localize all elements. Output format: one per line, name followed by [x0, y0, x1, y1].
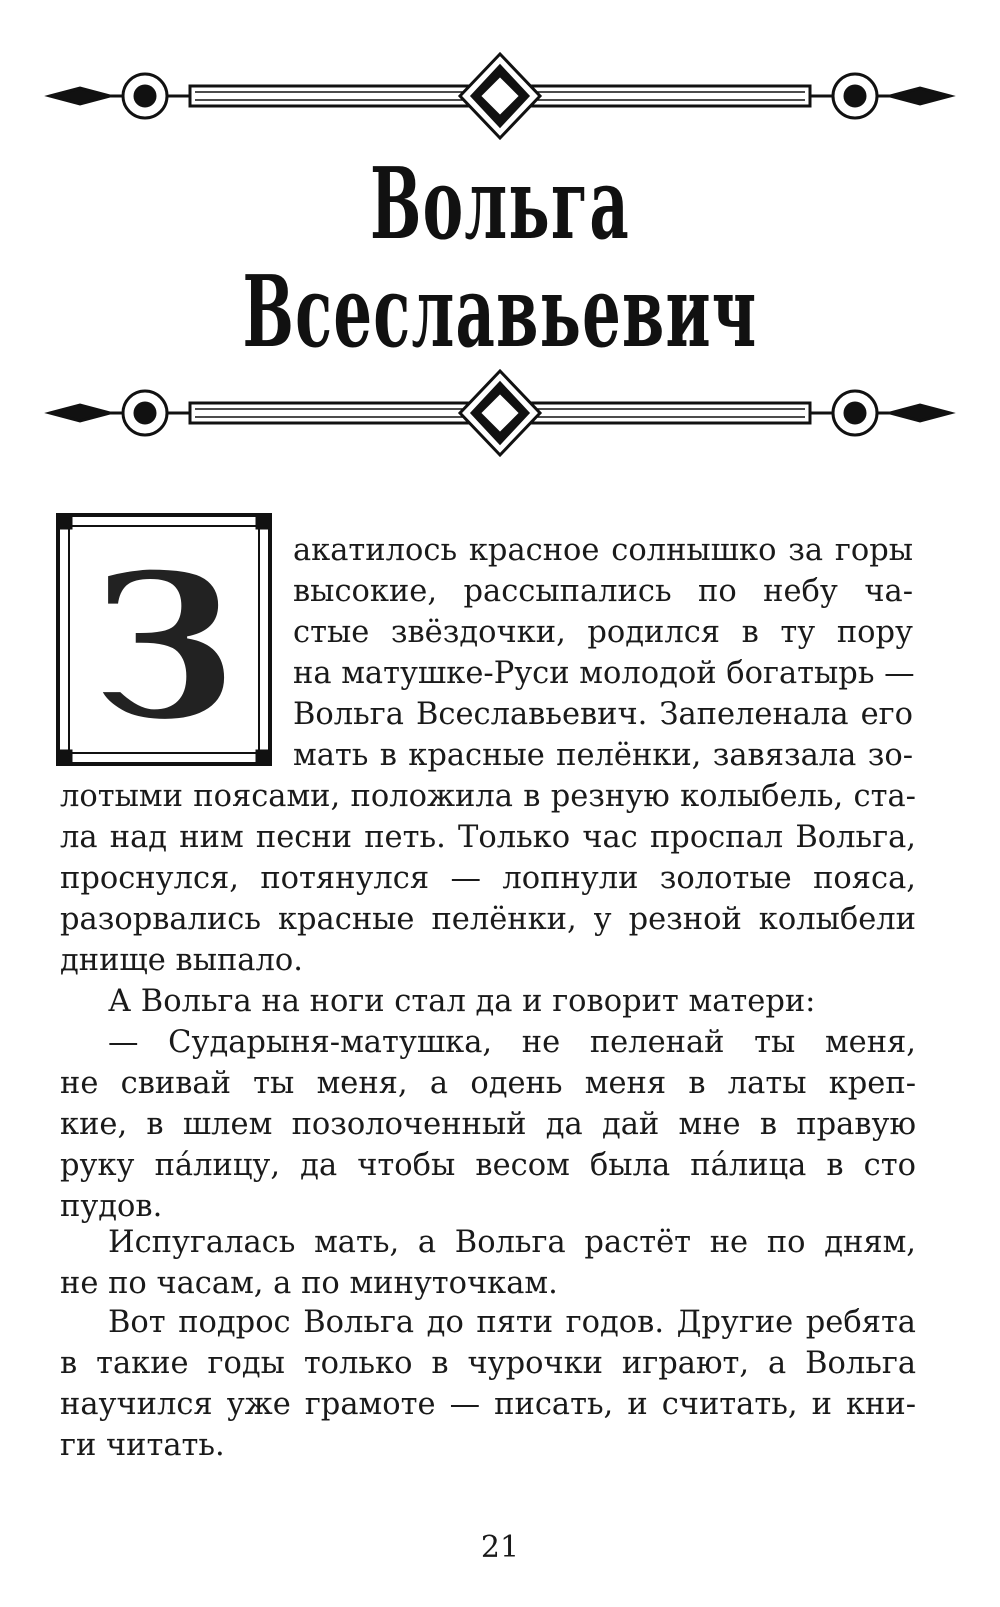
text-line: научился уже грамоте — писать, и считать, и кни- — [60, 1387, 916, 1422]
text-line: кие, в шлем позолоченный да дай мне в правую — [60, 1107, 916, 1142]
text-line: на матушке-Руси молодой богатырь — — [293, 656, 915, 691]
text-line: Испугалась мать, а Вольга растёт не по дням, — [108, 1225, 916, 1260]
page-title-line-1: Вольга — [369, 147, 631, 262]
text-line: стые звёздочки, родился в ту пору — [293, 615, 913, 650]
ornament-bar-icon — [50, 54, 950, 138]
text-line: в такие годы только в чурочки играют, а Вольга — [60, 1346, 916, 1381]
text-line: пудов. — [60, 1189, 163, 1224]
top-ornament-divider — [40, 48, 960, 144]
text-line: не по часам, а по минуточкам. — [60, 1266, 558, 1301]
text-line: не свивай ты меня, а одень меня в латы креп- — [60, 1066, 916, 1101]
dropcap-initial — [55, 512, 273, 767]
text-line: акатилось красное солнышко за горы — [293, 533, 913, 568]
bottom-ornament-divider — [40, 365, 960, 461]
text-line: — Сударыня-матушка, не пеленай ты меня, — [108, 1025, 916, 1060]
text-line: А Вольга на ноги стал да и говорит матери: — [108, 984, 816, 1019]
text-line: высокие, рассыпались по небу ча- — [293, 574, 913, 609]
text-line: Вольга Всеславьевич. Запеленала его — [293, 697, 913, 732]
ornament-bar-icon — [50, 371, 950, 455]
paragraph-1-beside-initial — [293, 530, 913, 776]
text-line: ги читать. — [60, 1428, 225, 1463]
paragraph-4 — [60, 1222, 916, 1304]
text-line: разорвались красные пелёнки, у резной колыбели — [60, 902, 916, 937]
text-line: Вот подрос Вольга до пяти годов. Другие ребята — [108, 1305, 916, 1340]
text-line: ла над ним песни петь. Только час проспал Вольга, — [60, 820, 916, 855]
text-line: проснулся, потянулся — лопнули золотые пояса, — [60, 861, 916, 896]
page-title-line-2: Всеславьевич — [242, 255, 758, 370]
text-line: мать в красные пелёнки, завязала зо- — [293, 738, 913, 773]
text-line: днище выпало. — [60, 943, 303, 978]
paragraph-2 — [108, 981, 916, 1022]
page-number: 21 — [480, 1530, 520, 1565]
paragraph-1-full — [60, 776, 916, 981]
dropcap-letter: З — [91, 530, 237, 765]
text-line: лотыми поясами, положила в резную колыбель, ста- — [60, 779, 916, 814]
text-line: руку па́лицу, да чтобы весом была па́лица в сто — [60, 1148, 916, 1183]
paragraph-5 — [60, 1302, 916, 1466]
paragraph-3 — [60, 1022, 916, 1227]
